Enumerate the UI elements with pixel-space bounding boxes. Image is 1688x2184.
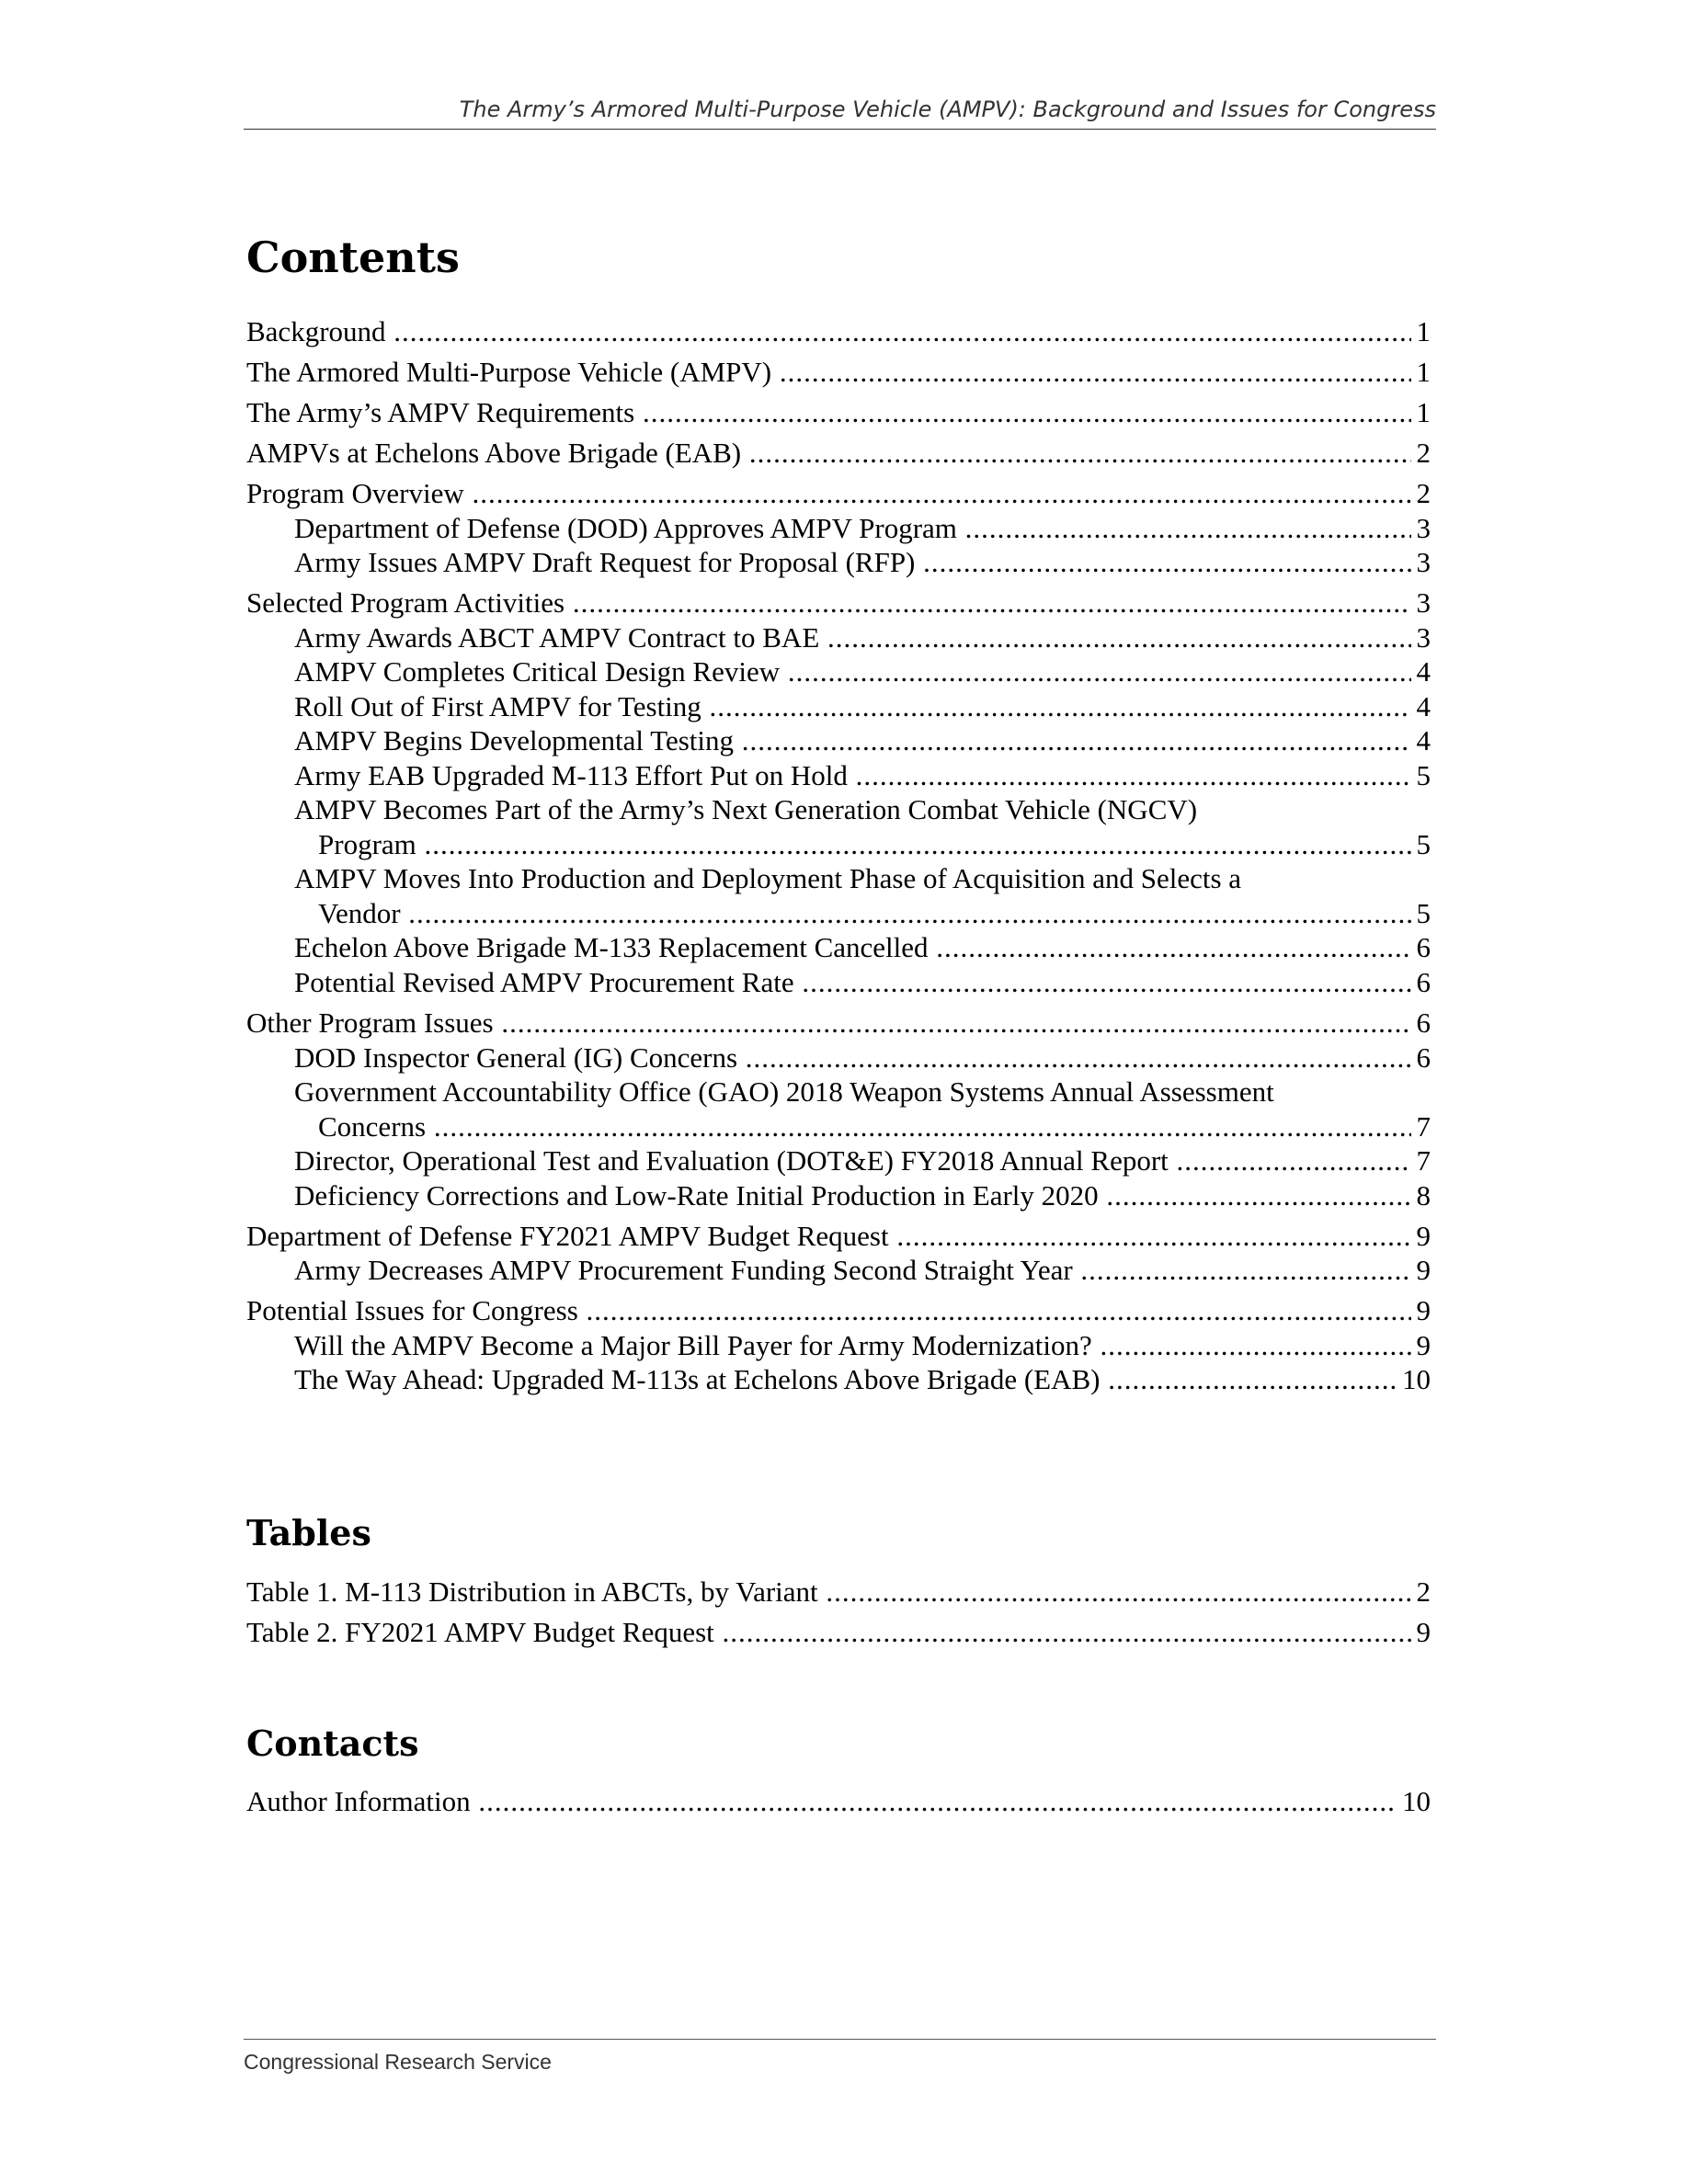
toc-entry[interactable] [246,545,1431,580]
toc-page-number: 7 [1411,1143,1431,1178]
toc-entry[interactable] [246,758,1431,793]
toc-page-number: 6 [1411,1041,1431,1075]
toc-entry-title: Army Issues AMPV Draft Request for Proposal (RFP) ..... [294,546,1431,578]
toc-entry[interactable] [246,1575,1431,1610]
toc-entry[interactable] [246,723,1431,758]
toc-entry-title: AMPVs at Echelons Above Brigade (EAB) ..... [246,437,1431,469]
toc-entry-title: Echelon Above Brigade M-133 Replacement Cancelled ..... [294,931,1431,963]
toc-page-number: 10 [1397,1362,1431,1397]
toc-entry-title: Selected Program Activities ..... [246,586,1431,619]
toc-entry-title: The Armored Multi-Purpose Vehicle (AMPV) ..... [246,356,1431,388]
toc-page-number: 9 [1411,1293,1431,1328]
toc-entry-title: Other Program Issues ..... [246,1007,1431,1039]
toc-entry-title: DOD Inspector General (IG) Concerns ..... [294,1041,1431,1074]
toc-entry[interactable] [246,689,1431,724]
toc-page-number: 1 [1411,395,1431,430]
toc-entry[interactable] [246,586,1431,620]
toc-page-number: 2 [1411,436,1431,471]
toc-entry-title: Deficiency Corrections and Low-Rate Initial Production in Early 2020 ..... [294,1179,1431,1211]
toc-entry-title: Author Information ..... [246,1785,1431,1817]
toc-entry-title-continued: Concerns ..... [318,1110,1431,1143]
toc-entry[interactable] [246,965,1431,1000]
toc-page-number: 9 [1411,1328,1431,1363]
toc-entry-title: AMPV Moves Into Production and Deployment Phase of Acquisition and Selects a [294,862,1242,895]
toc-page-number: 10 [1397,1784,1431,1819]
toc-page-number: 5 [1411,896,1431,931]
toc-entry[interactable] [246,1041,1431,1075]
toc-entry[interactable] [246,395,1431,430]
toc-entry[interactable] [246,1615,1431,1650]
toc-entry-title: Department of Defense FY2021 AMPV Budget Request ..... [246,1220,1431,1252]
toc-entry-title: Will the AMPV Become a Major Bill Payer for Army Modernization? ..... [294,1329,1431,1361]
toc-entry[interactable] [246,1143,1431,1178]
toc-page-number: 4 [1411,654,1431,689]
toc-page-number: 8 [1411,1178,1431,1213]
toc-page-number: 3 [1411,545,1431,580]
toc-entry[interactable] [246,1219,1431,1254]
toc-entry[interactable] [246,654,1431,689]
toc-entry-title: Potential Issues for Congress ..... [246,1294,1431,1326]
tables-list [246,1575,1431,1650]
toc-entry-title: Program Overview ..... [246,477,1431,509]
toc-entry[interactable] [246,792,1431,861]
toc-entry[interactable] [246,1075,1431,1143]
toc-page-number: 1 [1411,355,1431,390]
toc-entry-title: Background ..... [246,315,1431,347]
toc-entry[interactable] [246,861,1431,930]
toc-page-number: 3 [1411,511,1431,546]
toc-page-number: 9 [1411,1219,1431,1254]
running-header: The Army’s Armored Multi-Purpose Vehicle (AMPV): Background and Issues for Congress [244,96,1436,130]
toc-entry[interactable] [246,1178,1431,1213]
toc-entry[interactable] [246,1293,1431,1328]
toc-entry-title: Roll Out of First AMPV for Testing ..... [294,690,1431,722]
toc-entry[interactable] [246,1253,1431,1288]
toc-page-number: 9 [1411,1615,1431,1650]
toc-page-number: 3 [1411,620,1431,655]
toc-page-number: 1 [1411,314,1431,349]
toc-page-number: 5 [1411,827,1431,862]
toc-entry-title: Army EAB Upgraded M-113 Effort Put on Hold ..... [294,759,1431,791]
toc-page-number: 2 [1411,1575,1431,1610]
contents-list [246,314,1431,1397]
toc-entry[interactable] [246,620,1431,655]
toc-entry-title: Director, Operational Test and Evaluation (DOT&E) FY2018 Annual Report ..... [294,1144,1431,1177]
toc-entry[interactable] [246,930,1431,965]
toc-page-number: 7 [1411,1109,1431,1144]
toc-entry[interactable] [246,436,1431,471]
tables-heading: Tables [246,1512,371,1553]
toc-page-number: 3 [1411,586,1431,620]
toc-entry-title: Army Awards ABCT AMPV Contract to BAE ..... [294,621,1431,654]
contents-heading: Contents [246,233,460,282]
toc-entry[interactable] [246,1328,1431,1363]
toc-entry[interactable] [246,1006,1431,1041]
toc-entry-title: Government Accountability Office (GAO) 2018 Weapon Systems Annual Assessment [294,1075,1274,1109]
contacts-list [246,1784,1431,1819]
toc-entry-title: Army Decreases AMPV Procurement Funding Second Straight Year ..... [294,1254,1431,1286]
toc-entry-title-continued: Vendor ..... [318,897,1431,929]
toc-page-number: 6 [1411,930,1431,965]
toc-entry[interactable] [246,314,1431,349]
toc-entry[interactable] [246,355,1431,390]
toc-entry-title-continued: Program ..... [318,828,1431,860]
toc-page-number: 6 [1411,1006,1431,1041]
page-footer: Congressional Research Service [244,2039,1436,2075]
toc-entry-title: Table 2. FY2021 AMPV Budget Request ..... [246,1616,1431,1648]
toc-entry-title: Department of Defense (DOD) Approves AMPV Program ..... [294,512,1431,544]
toc-page-number: 4 [1411,689,1431,724]
toc-entry-title: AMPV Becomes Part of the Army’s Next Generation Combat Vehicle (NGCV) [294,793,1198,826]
contacts-heading: Contacts [246,1723,419,1764]
toc-entry[interactable] [246,476,1431,511]
toc-page-number: 5 [1411,758,1431,793]
toc-entry[interactable] [246,1362,1431,1397]
toc-entry-title: AMPV Begins Developmental Testing ..... [294,724,1431,756]
toc-page-number: 4 [1411,723,1431,758]
toc-page-number: 6 [1411,965,1431,1000]
toc-entry-title: AMPV Completes Critical Design Review ..... [294,655,1431,688]
toc-entry-title: The Army’s AMPV Requirements ..... [246,396,1431,428]
toc-entry[interactable] [246,511,1431,546]
toc-entry-title: Table 1. M-113 Distribution in ABCTs, by Variant ..... [246,1575,1431,1608]
toc-page-number: 9 [1411,1253,1431,1288]
toc-entry-title: Potential Revised AMPV Procurement Rate ..... [294,966,1431,998]
toc-entry-title: The Way Ahead: Upgraded M-113s at Echelons Above Brigade (EAB) ..... [294,1363,1431,1395]
toc-page-number: 2 [1411,476,1431,511]
toc-entry[interactable] [246,1784,1431,1819]
